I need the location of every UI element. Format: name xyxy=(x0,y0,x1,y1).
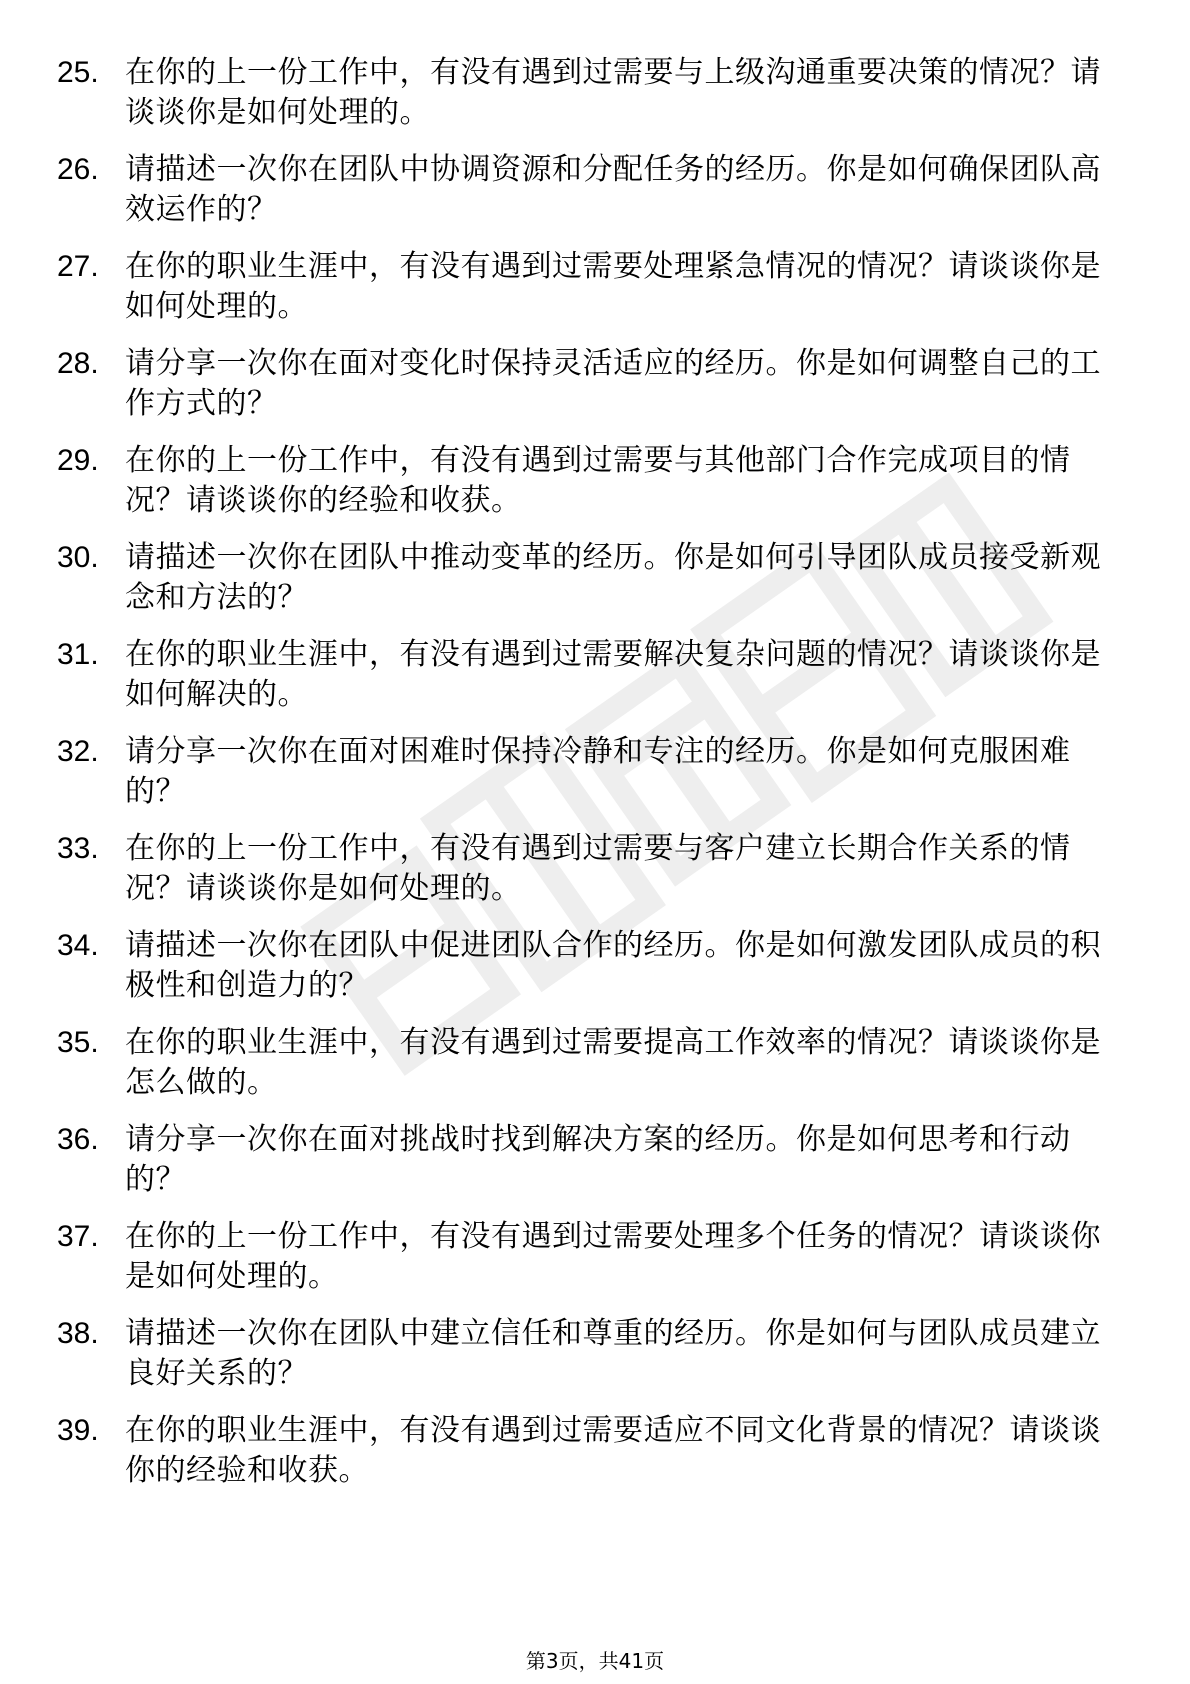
question-text: 请分享一次你在面对变化时保持灵活适应的经历。你是如何调整自己的工作方式的？ xyxy=(125,346,1101,421)
question-text: 在你的职业生涯中，有没有遇到过需要适应不同文化背景的情况？请谈谈你的经验和收获。 xyxy=(125,1413,1101,1488)
question-item xyxy=(57,1217,1117,1297)
question-number: 39. xyxy=(57,1414,99,1447)
question-text: 请分享一次你在面对困难时保持冷静和专注的经历。你是如何克服困难的？ xyxy=(125,734,1071,809)
question-item xyxy=(57,538,1117,618)
question-number: 37. xyxy=(57,1220,99,1253)
question-number: 36. xyxy=(57,1123,99,1156)
question-item xyxy=(57,635,1117,715)
page-footer xyxy=(0,1649,1190,1673)
question-text: 请描述一次你在团队中推动变革的经历。你是如何引导团队成员接受新观念和方法的？ xyxy=(125,540,1101,615)
question-item xyxy=(57,1411,1117,1491)
question-number: 34. xyxy=(57,929,99,962)
question-item xyxy=(57,1314,1117,1394)
question-number: 29. xyxy=(57,444,99,477)
question-number: 35. xyxy=(57,1026,99,1059)
question-text: 请描述一次你在团队中建立信任和尊重的经历。你是如何与团队成员建立良好关系的？ xyxy=(125,1316,1101,1391)
question-text: 在你的上一份工作中，有没有遇到过需要处理多个任务的情况？请谈谈你是如何处理的。 xyxy=(125,1219,1101,1294)
question-number: 31. xyxy=(57,638,99,671)
question-item xyxy=(57,344,1117,424)
question-item xyxy=(57,732,1117,812)
question-text: 在你的职业生涯中，有没有遇到过需要解决复杂问题的情况？请谈谈你是如何解决的。 xyxy=(125,637,1101,712)
question-text: 请描述一次你在团队中促进团队合作的经历。你是如何激发团队成员的积极性和创造力的？ xyxy=(125,928,1101,1003)
question-item xyxy=(57,150,1117,230)
question-item xyxy=(57,247,1117,327)
question-text: 在你的上一份工作中，有没有遇到过需要与其他部门合作完成项目的情况？请谈谈你的经验和收获。 xyxy=(125,443,1071,518)
question-text: 在你的职业生涯中，有没有遇到过需要处理紧急情况的情况？请谈谈你是如何处理的。 xyxy=(125,249,1101,324)
question-text: 在你的职业生涯中，有没有遇到过需要提高工作效率的情况？请谈谈你是怎么做的。 xyxy=(125,1025,1101,1100)
question-item xyxy=(57,926,1117,1006)
question-list xyxy=(57,53,1117,1508)
question-item xyxy=(57,441,1117,521)
question-number: 38. xyxy=(57,1317,99,1350)
question-text: 请分享一次你在面对挑战时找到解决方案的经历。你是如何思考和行动的？ xyxy=(125,1122,1071,1197)
question-number: 32. xyxy=(57,735,99,768)
question-text: 在你的上一份工作中，有没有遇到过需要与上级沟通重要决策的情况？请谈谈你是如何处理的。 xyxy=(125,55,1101,130)
question-number: 33. xyxy=(57,832,99,865)
question-number: 30. xyxy=(57,541,99,574)
question-item xyxy=(57,1120,1117,1200)
question-item xyxy=(57,53,1117,133)
question-number: 28. xyxy=(57,347,99,380)
question-number: 25. xyxy=(57,56,99,89)
question-number: 27. xyxy=(57,250,99,283)
question-text: 请描述一次你在团队中协调资源和分配任务的经历。你是如何确保团队高效运作的？ xyxy=(125,152,1101,227)
page-number-label: 第3页，共41页 xyxy=(525,1649,665,1673)
question-text: 在你的上一份工作中，有没有遇到过需要与客户建立长期合作关系的情况？请谈谈你是如何处理的。 xyxy=(125,831,1071,906)
question-item xyxy=(57,1023,1117,1103)
question-item xyxy=(57,829,1117,909)
question-number: 26. xyxy=(57,153,99,186)
